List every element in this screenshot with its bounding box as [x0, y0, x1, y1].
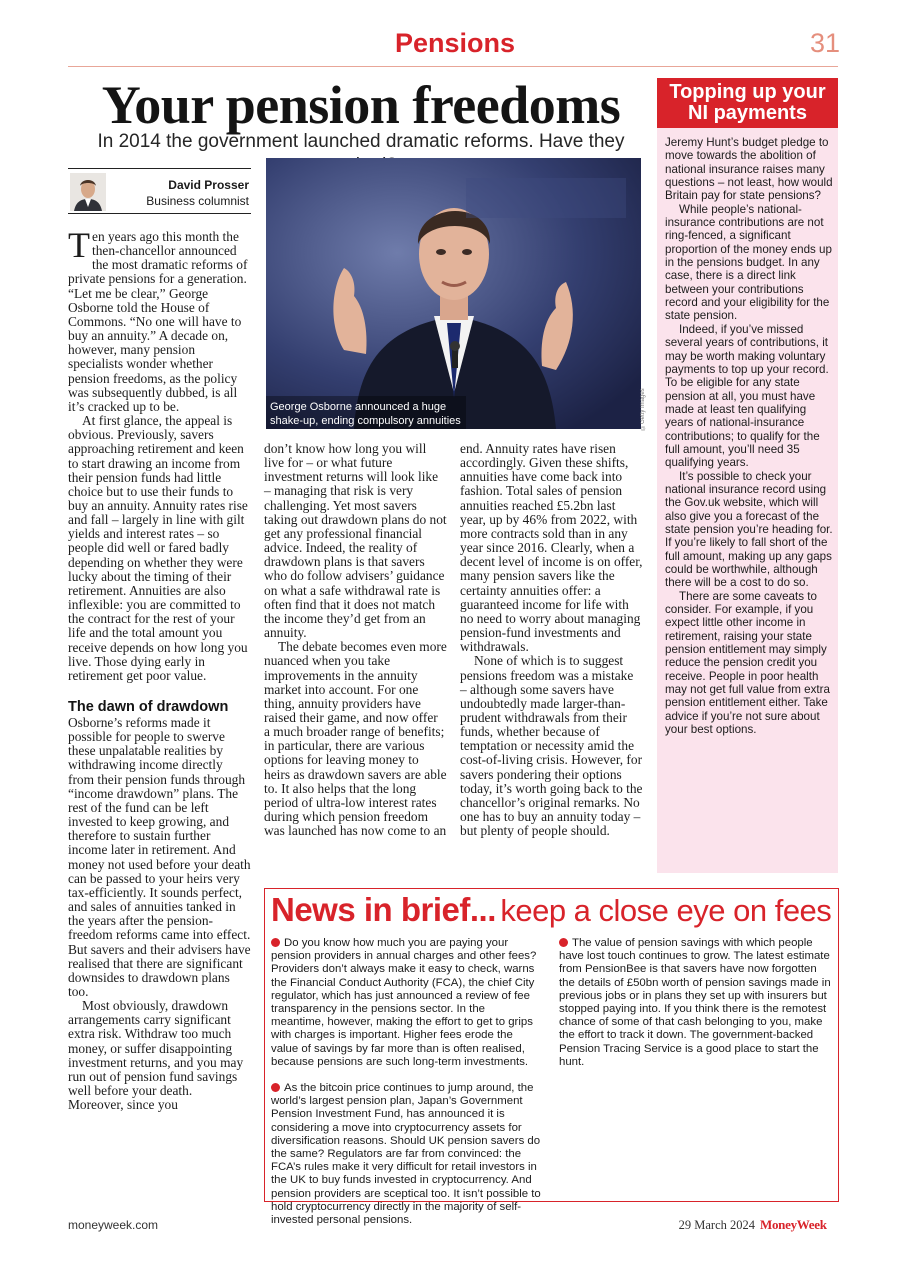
article-paragraph: Most obviously, drawdown arrangements carry significant extra risk. Withdraw too much money, or suffer disappointing investment returns, and you may run out of pension fund savings well before your death. Moreover, since you	[68, 998, 244, 1113]
article-paragraph: At first glance, the appeal is obvious. Previously, savers approaching retirement and keen to start drawing an income from their pension funds had little choice but to use their funds to buy an annuity. Annuity rates rise and fall – largely in line with gilt yields and interest rates – so people did well or fared badly depending on whether they were lucky about the timing of their retirement. Annuities are also inflexible: you are committed to the contract for the rest of your life and the total amount you receive depends on how long you live. Those dying early in retirement get poor value.	[68, 413, 248, 683]
headline: Your pension freedoms	[101, 75, 621, 135]
news-column-1	[271, 937, 541, 1240]
header-divider	[68, 66, 838, 67]
drop-cap: T	[68, 225, 90, 265]
author-name: David Prosser	[168, 178, 249, 192]
article-paragraph: Osborne’s reforms made it possible for people to swerve these unpalatable realities by withdrawing income directly from their pension funds through “income drawdown” plans. The rest of the fund can be left invested to keep growing, and therefore to sustain further income later in retirement. And money not used before your death can be passed to your heirs very tax-efficiently. It sounds perfect, and sales of annuities tanked in the years after the pension-freedom reforms came into effect. But savers and their advisers have realised that there are significant downsides to drawdown plans too.	[68, 715, 251, 999]
photo-credit: ©Getty Images	[640, 388, 646, 430]
article-paragraph: end. Annuity rates have risen accordingly. Given these shifts, annuities have come back into fashion. Total sales of pension annuities reached £5.2bn last year, up by 46% from 2022, with more contracts sold than in any year since 2016. Clearly, when a decent level of income is on offer, many pension savers like the certainty annuities offer: a guaranteed income for life with no need to worry about managing pension-fund investments and withdrawals.	[460, 441, 643, 655]
article-column-2	[264, 442, 447, 838]
news-title-light: keep a close eye on fees	[500, 893, 832, 928]
sidebar-box	[657, 78, 838, 873]
news-item: The value of pension savings with which people have lost touch continues to grow. The latest estimate from PensionBee is that savers have now forgotten the details of £50bn worth of pension savings made in previous jobs or in plans they set up with insurers but stopped paying into. If you think there is the remotest chance of some of that cash belonging to you, make the effort to track it down. The government-backed Pension Tracing Service is a good place to start the hunt.	[559, 937, 831, 1068]
section-title: Pensions	[394, 28, 516, 58]
sidebar-paragraph: Indeed, if you’ve missed several years of contributions, it may be worth making voluntary payments to top up your record. To be eligible for any state pension at all, you must have made at least ten qualifying years of national-insurance contributions; to qualify for the full amount, you’ll need 35 qualifying years.	[665, 322, 829, 470]
sidebar-paragraph: There are some caveats to consider. For example, if you expect little other income in retirement, raising your state pension entitlement may simply reduce the pension credit you receive. People in poor health may not get full value from extra pension entitlement either. Take advice if you’re not sure about your best options.	[665, 589, 830, 737]
news-title-bold: News in brief...	[271, 891, 496, 928]
subheading: The dawn of drawdown	[68, 699, 229, 715]
news-item: Do you know how much you are paying your pension providers in annual charges and other fees? Providers don’t always make it easy to check, warns the Financial Conduct Authority (FCA), the chief City regulator, which has just announced a review of fee transparency in the pensions sector. In the meantime, however, making the effort to get to grips with charges is important. Higher fees erode the value of savings by far more than is often realised, because pensions are such long-term investments.	[271, 937, 537, 1068]
footer-date: 29 March 2024	[678, 1218, 755, 1232]
sidebar-paragraph: Jeremy Hunt’s budget pledge to move towards the abolition of national insurance raises many questions – not least, how would Britain pay for state pensions?	[665, 136, 833, 203]
bullet-icon	[271, 938, 280, 947]
bullet-icon	[559, 938, 568, 947]
author-avatar	[70, 173, 106, 211]
article-paragraph: Ten years ago this month the then-chancellor announced the most dramatic reforms of private pensions for a generation. “Let me be clear,” George Osborne told the House of Commons. “No one will have to buy an annuity.” A decade on, however, many pension specialists wonder whether pension freedoms, as the policy was subsequently dubbed, is all it’s cracked up to be.	[68, 225, 248, 414]
byline	[68, 168, 251, 214]
news-item: As the bitcoin price continues to jump around, the world’s largest pension plan, Japan’s Government Pension Investment Fund, has announced it is considering a move into cryptocurrency assets for diversification reasons. Should UK pension savers do the same? Regulators are far from convinced: the FCA’s rules make it very difficult for retail investors in the UK to buy funds invested in cryptocurrency. And pension providers are sceptical too. It isn’t possible to hold cryptocurrency directly in the majority of self-invested personal pensions.	[271, 1082, 541, 1227]
news-title	[271, 891, 831, 929]
sidebar-paragraph: While people’s national-insurance contributions are not ring-fenced, a significant proportion of the money ends up in the pensions budget. In any case, there is a direct link between your contributions record and your eligibility for the state pension.	[665, 202, 832, 323]
bullet-icon	[271, 1083, 280, 1092]
article-column-3	[460, 442, 643, 838]
footer-url: moneyweek.com	[68, 1218, 159, 1232]
page-number: 31	[809, 28, 840, 58]
sidebar-body	[665, 136, 833, 736]
news-column-2	[559, 937, 831, 1082]
sidebar-paragraph: It’s possible to check your national insurance record using the Gov.uk website, which will also give you a forecast of the state pension you’re heading for. If you’re likely to fall short of the full amount, making up any gaps could be worthwhile, although there will be a cost to do so.	[665, 469, 833, 590]
article-paragraph: The debate becomes even more nuanced when you take improvements in the annuity market into account. For one thing, annuity providers have raised their game, and now offer a much broader range of benefits; in particular, there are various options for leaving money to heirs as drawdown savers are able to. It also helps that the long period of ultra-low interest rates during which pension freedom was launched has now come to an	[264, 639, 447, 839]
author-role: Business columnist	[146, 194, 249, 208]
article-photo	[266, 158, 641, 429]
article-paragraph: don’t know how long you will live for – or what future investment returns will look like – managing that risk is very challenging. Yet most savers taking out drawdown plans do not get any professional financial advice. Indeed, the reality of drawdown plans is that savers who do follow advisers’ guidance on what a safe withdrawal rate is often find that it does not match the income they’d get from an annuity.	[264, 441, 447, 641]
photo-caption: George Osborne announced a huge shake-up, ending compulsory annuities	[270, 401, 461, 427]
article-paragraph: None of which is to suggest pensions freedom was a mistake – although some savers have undoubtedly made larger-than-prudent withdrawals from their funds, whether because of temptation or necessity amid the cost-of-living crisis. However, for savers pondering their options today, it’s worth going back to the chancellor’s original remarks. No one has to buy an annuity today – but plenty of people should.	[460, 653, 643, 839]
standfirst: In 2014 the government launched dramatic reforms. Have they	[97, 131, 625, 152]
footer-brand-logo: MoneyWeek	[760, 1217, 827, 1232]
sidebar-title: Topping up your NI payments	[657, 78, 838, 128]
article-column-1	[68, 225, 251, 1113]
